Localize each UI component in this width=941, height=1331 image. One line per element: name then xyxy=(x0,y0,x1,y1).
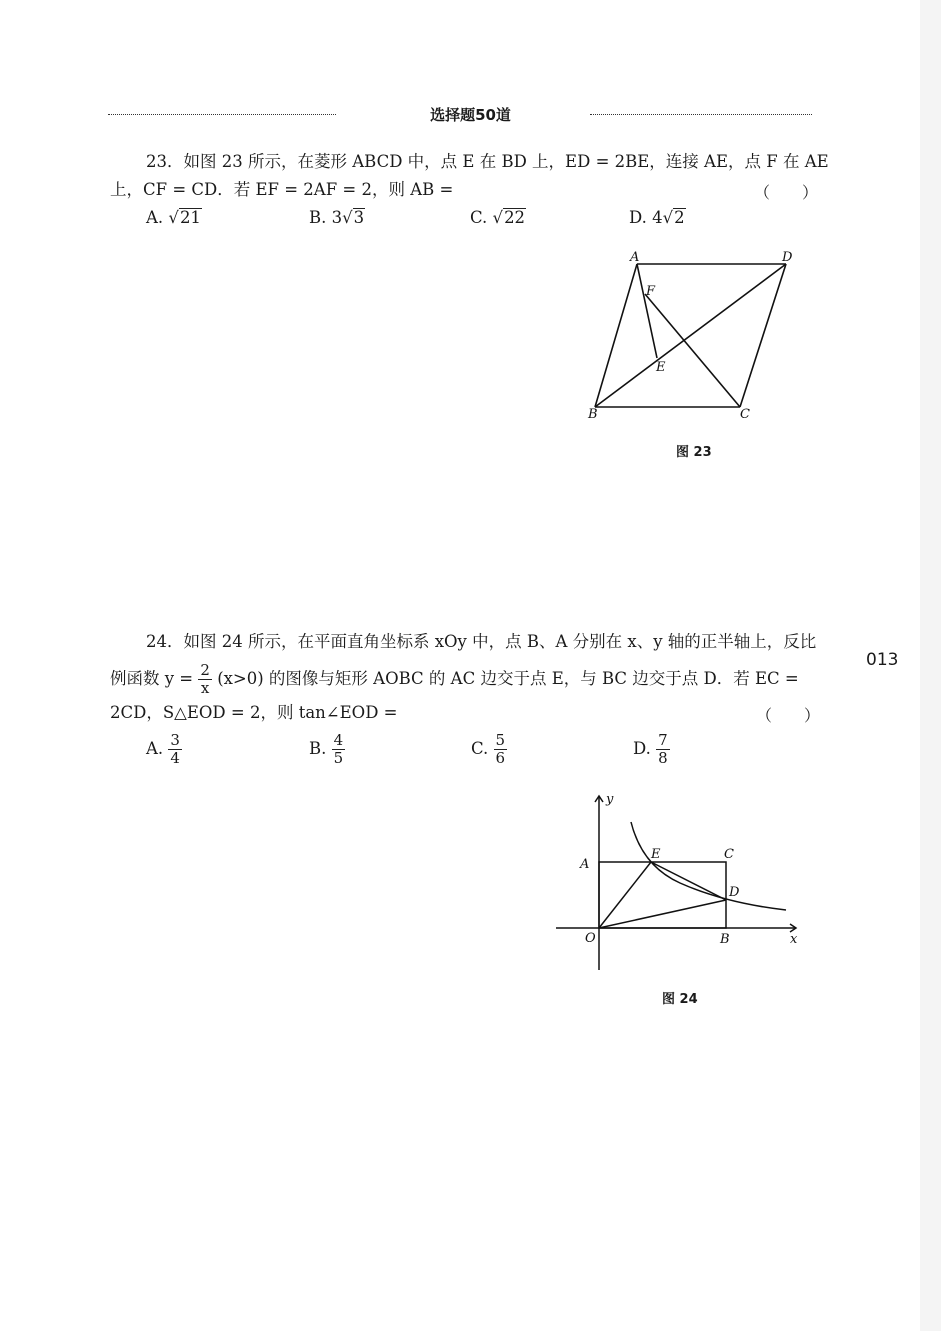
q24-option-d[interactable] xyxy=(633,732,670,767)
fig23-label-a: A xyxy=(630,250,640,265)
q24-option-a[interactable] xyxy=(146,732,182,767)
fig24-label-b: B xyxy=(720,932,730,947)
option-radicand: 22 xyxy=(504,208,526,227)
fig23-label-f: F xyxy=(646,284,656,299)
fraction-denominator: 6 xyxy=(495,749,506,767)
fraction-numerator: 3 xyxy=(170,731,180,749)
fig24-label-y: y xyxy=(606,792,614,807)
fraction-numerator: 5 xyxy=(495,731,506,749)
fig23-label-b: B xyxy=(588,407,598,422)
fig24-label-d: D xyxy=(729,885,740,900)
fraction-numerator: 4 xyxy=(333,731,344,749)
figure-24-coordinate-plane xyxy=(550,788,810,978)
q24-line3: 2CD，S△EOD = 2，则 tan∠EOD = xyxy=(110,703,398,722)
option-prefix: 3 xyxy=(331,208,343,227)
option-letter: A. xyxy=(146,739,164,758)
q23-option-b[interactable]: B. 3√3 xyxy=(309,208,365,227)
q24-option-b[interactable] xyxy=(309,732,345,767)
fraction-denominator: 8 xyxy=(658,749,668,767)
q24-line1: 24．如图 24 所示，在平面直角坐标系 xOy 中，点 B、A 分别在 x、y 轴的正半轴上，反比 xyxy=(146,632,817,651)
figure-24-caption: 图 24 xyxy=(662,992,698,1007)
q24-function-fraction xyxy=(198,662,212,697)
fig24-label-x: x xyxy=(790,932,798,947)
fraction-denominator: 4 xyxy=(170,749,180,767)
header-rule-right xyxy=(590,114,812,115)
option-letter: D. xyxy=(633,739,651,758)
q23-option-c[interactable]: C. √22 xyxy=(470,208,526,227)
fraction-denominator: x xyxy=(200,679,210,697)
q24-answer-paren: （ ） xyxy=(756,706,821,725)
option-letter: C. xyxy=(470,208,488,227)
q24-option-c[interactable] xyxy=(471,732,507,767)
fig23-label-c: C xyxy=(740,407,750,422)
q24-line2 xyxy=(110,662,799,697)
option-letter: D. xyxy=(629,208,647,227)
fraction-numerator: 7 xyxy=(658,731,668,749)
fraction-denominator: 5 xyxy=(333,749,344,767)
option-fraction xyxy=(332,732,346,767)
fig23-label-e: E xyxy=(656,360,666,375)
fig24-label-o: O xyxy=(585,931,596,946)
option-radicand: 2 xyxy=(674,208,685,227)
q24-line2-end: (x>0) 的图像与矩形 AOBC 的 AC 边交于点 E，与 BC 边交于点 D．若 EC = xyxy=(217,669,799,688)
option-fraction xyxy=(656,732,670,767)
q23-line1: 23．如图 23 所示，在菱形 ABCD 中，点 E 在 BD 上，ED = 2BE，连接 AE，点 F 在 AE xyxy=(146,152,829,171)
option-radicand: 21 xyxy=(179,208,201,227)
option-letter: A. xyxy=(146,208,164,227)
option-radicand: 3 xyxy=(353,208,365,227)
q24-line2-start: 例函数 y = xyxy=(110,669,194,688)
option-letter: B. xyxy=(309,739,327,758)
option-letter: C. xyxy=(471,739,489,758)
q23-option-d[interactable]: D. 4√2 xyxy=(629,208,685,227)
q23-option-a[interactable]: A. √21 xyxy=(146,208,201,227)
option-letter: B. xyxy=(309,208,327,227)
page-edge-shadow xyxy=(920,0,941,1331)
q23-line2: 上，CF = CD．若 EF = 2AF = 2，则 AB = xyxy=(110,180,454,199)
figure-23-caption: 图 23 xyxy=(676,445,712,460)
figure-23-rhombus xyxy=(580,240,810,430)
option-prefix: 4 xyxy=(652,208,663,227)
q23-answer-paren: （ ） xyxy=(754,183,819,202)
fig24-label-a: A xyxy=(580,857,590,872)
page-header-title: 选择题50道 xyxy=(430,106,511,124)
fraction-numerator: 2 xyxy=(200,661,210,679)
fig24-label-e: E xyxy=(651,847,661,862)
option-fraction xyxy=(168,732,182,767)
page-number: 013 xyxy=(866,650,899,670)
option-fraction xyxy=(494,732,508,767)
fig24-label-c: C xyxy=(724,847,734,862)
fig23-label-d: D xyxy=(782,250,793,265)
